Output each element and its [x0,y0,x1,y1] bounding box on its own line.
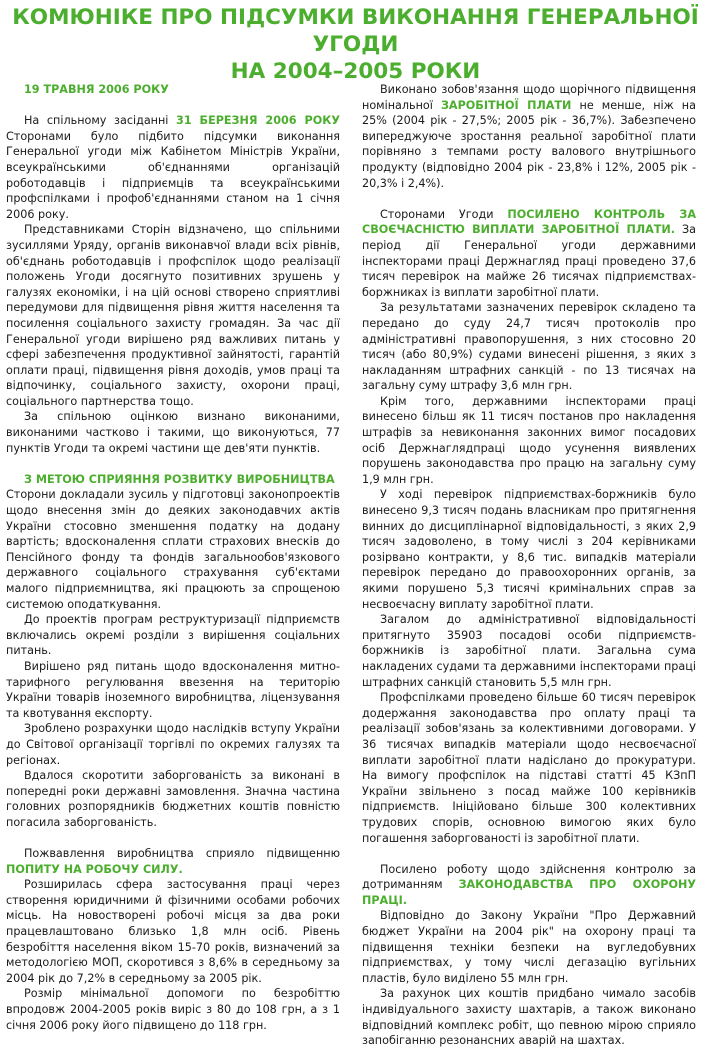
paragraph: За рахунок цих коштів придбано чимало засобів індивідуального захисту шахтарів, а також виконано відповідний комплекс робіт, що певною мірою сприяло запобіганню резонансних аварій на шахтах. [362,987,696,1048]
paragraph: Вирішено ряд питань щодо вдосконалення митно-тарифного регулювання ввезення на територію України товарів іноземного виробництва, ліцензування та квотування експорту. [6,659,340,720]
paragraph: Сторони докладали зусиль у підготовці законопроектів щодо внесення змін до деяких законодавчих актів України стосовно зменшення податку на додану вартість; вдосконалення сплати страхових внесків до Пенсійного фонду та фондів загальнообов'язкового державного соціального страхування суб'єктами малого підприємництва, які працюють за спрощеною системою оподаткування. [6,488,340,611]
text-span: Пожвавлення виробництва сприяло підвищенню [24,847,340,861]
title-line-1: КОМЮНІКЕ ПРО ПІДСУМКИ ВИКОНАННЯ ГЕНЕРАЛЬНОЇ УГОДИ [12,5,699,57]
paragraph: До проектів програм реструктуризації підприємств включались окремі розділи з вирішення соціальних питань. [6,613,340,658]
paragraph: За спільною оцінкою визнано виконаними, виконаними частково і такими, що виконуються, 77 пунктів Угоди та окремі частини ще дев'яти пунктів. [6,410,340,455]
paragraph [6,846,340,877]
right-column [362,82,696,1049]
text-span: Виконано зобов'язання щодо щорічного підвищення номінальної [362,83,696,112]
paragraph: Розмір мінімальної допомоги по безробіттю впродовж 2004-2005 років виріс з 80 до 108 грн, а з 1 січня 2006 року його підвищено до 118 грн. [6,987,340,1032]
text-span: Сторонами було підбито підсумки виконання Генеральної угоди між Кабінетом Міністрів України, всеукраїнськими об'єднаннями організацій роботодавців і підприємців та всеукраїнськими профспілками і профоб'єднаннями станом на 1 січня 2006 року. [6,129,340,221]
paragraph: Профспілками проведено більше 60 тисяч перевірок додержання законодавства про оплату праці та реалізації зобов'язань за колективними договорами. У 36 тисячах випадків матеріали щодо несвоєчасної виплати заробітної плати надіслано до прокуратури. На вимогу профспілок на підставі статті 45 КЗпП України звільнено з посад майже 100 керівників підприємств. Ініційовано більше 300 колективних трудових спорів, основною вимогою яких було погашення заборгованості із заробітної плати. [362,691,696,845]
date-heading: 19 ТРАВНЯ 2006 РОКУ [24,83,169,96]
paragraph [362,862,696,909]
paragraph: Представниками Сторін відзначено, що спільними зусиллями Уряду, органів виконавчої влади всіх рівнів, об'єднань роботодавців і профспілок щодо реалізації положень Угоди досягнуто позитивних зрушень у галузях економіки, і на цій основі створено сприятливі передумови для підвищення рівня життя населення та посилення соціального захисту громадян. За час дії Генеральної угоди вирішено ряд важливих питань у сфері забезпечення продуктивної зайнятості, гарантій оплати праці, підвищення рівня доходів, умов праці та відпочинку, соціального захисту, охорони праці, соціального партнерства тощо. [6,223,340,408]
paragraph [362,82,696,191]
paragraph: Загалом до адміністративної відповідальності притягнуто 35903 посадові особи підприємств-боржників із заробітної плати. Загальна сума накладених судами та державними інспекторами праці штрафних санкцій становить 5,5 млн грн. [362,613,696,689]
highlight-phrase: ПОСИЛЕНО КОНТРОЛЬ ЗА СВОЄЧАСНІСТЮ ВИПЛАТИ ЗАРОБІТНОЇ ПЛАТИ. [362,207,696,237]
highlight-phrase: ПОПИТУ НА РОБОЧУ СИЛУ. [6,862,183,876]
highlight-date: 31 БЕРЕЗНЯ 2006 РОКУ [176,114,340,128]
text-span: не менше, ніж на 25% (2004 рік - 27,5%; 2005 рік - 36,7%). Забезпечено випереджуюче зростання реальної заробітної плати порівняно з темпами росту валового внутрішнього продукту (відповідно 2004 рік - 23,8% і 12%, 2005 рік - 20,3% і 2,4%). [362,98,696,190]
paragraph: За результатами зазначених перевірок складено та передано до суду 24,7 тисяч протоколів про адміністративні правопорушення, з них стосовно 20 тисяч (або 80,9%) судами винесені рішення, з яких з накладанням штрафних санкцій - по 13 тисячах на загальну суму штрафу 3,6 млн грн. [362,301,696,393]
paragraph [6,113,340,222]
section-heading: З МЕТОЮ СПРИЯННЯ РОЗВИТКУ ВИРОБНИЦТВА [24,472,335,486]
paragraph [362,207,696,301]
paragraph: Вдалося скоротити заборгованість за виконані в попередні роки державні замовлення. Значна частина головних розпорядників бюджетних коштів повністю погасила заборгованість. [6,769,340,829]
page-title [0,4,711,85]
text-span: Посилено роботу щодо здійснення контролю за дотриманням [362,862,696,892]
title-line-2: НА 2004–2005 РОКИ [230,59,481,84]
paragraph: Крім того, державними інспекторами праці винесено більш як 11 тисяч постанов про накладення штрафів за невиконання законних вимог посадових осіб Держнаглядпраці щодо усунення виявлених порушень законодавства про працю на загальну суму 1,9 млн грн. [362,394,696,486]
paragraph: Відповідно до Закону України "Про Державний бюджет України на 2004 рік" на охорону праці та підвищення техніки безпеки на вугледобувних підприємствах, у тому числі дегазацію вугільних пластів, було виділено 55 млн грн. [362,909,696,985]
paragraph: Зроблено розрахунки щодо наслідків вступу України до Світової організації торгівлі по окремих галузях та регіонах. [6,722,340,767]
highlight-phrase: ЗАКОНОДАВСТВА ПРО ОХОРОНУ ПРАЦІ. [362,878,696,907]
paragraph: У ході перевірок підприємствах-боржників було винесено 9,3 тисяч подань власникам про притягнення винних до дисциплінарної відповідальності, з яких 2,9 тисяч задоволено, в тому числі з 204 керівниками розірвано контракти, у 8,6 тис. випадків матеріали перевірок передано до правоохоронних органів, за якими порушено 5,3 тисячі кримінальних справ за несвоєчасну виплату заробітної плати. [362,488,696,611]
highlight-phrase: ЗАРОБІТНОЇ ПЛАТИ [440,98,572,112]
text-span: За період дії Генеральної угоди державними інспекторами праці Держнагляд праці проведено 37,6 тисяч перевірок на майже 26 тисячах підприємствах-боржниках із виплати заробітної плати. [362,223,696,299]
text-span: На спільному засіданні [24,114,177,128]
left-column [6,82,340,1033]
text-span: Сторонами Угоди [380,207,508,221]
paragraph: Розширилась сфера застосування праці через створення юридичними й фізичними особами робочих місць. На новостворені робочі місця за два роки працевлаштовано близько 1,8 млн осіб. Рівень безробіття населення віком 15-70 років, визначений за методологією МОП, скоротився з 8,6% в середньому за 2004 рік до 7,2% в середньому за 2005 рік. [6,878,340,985]
